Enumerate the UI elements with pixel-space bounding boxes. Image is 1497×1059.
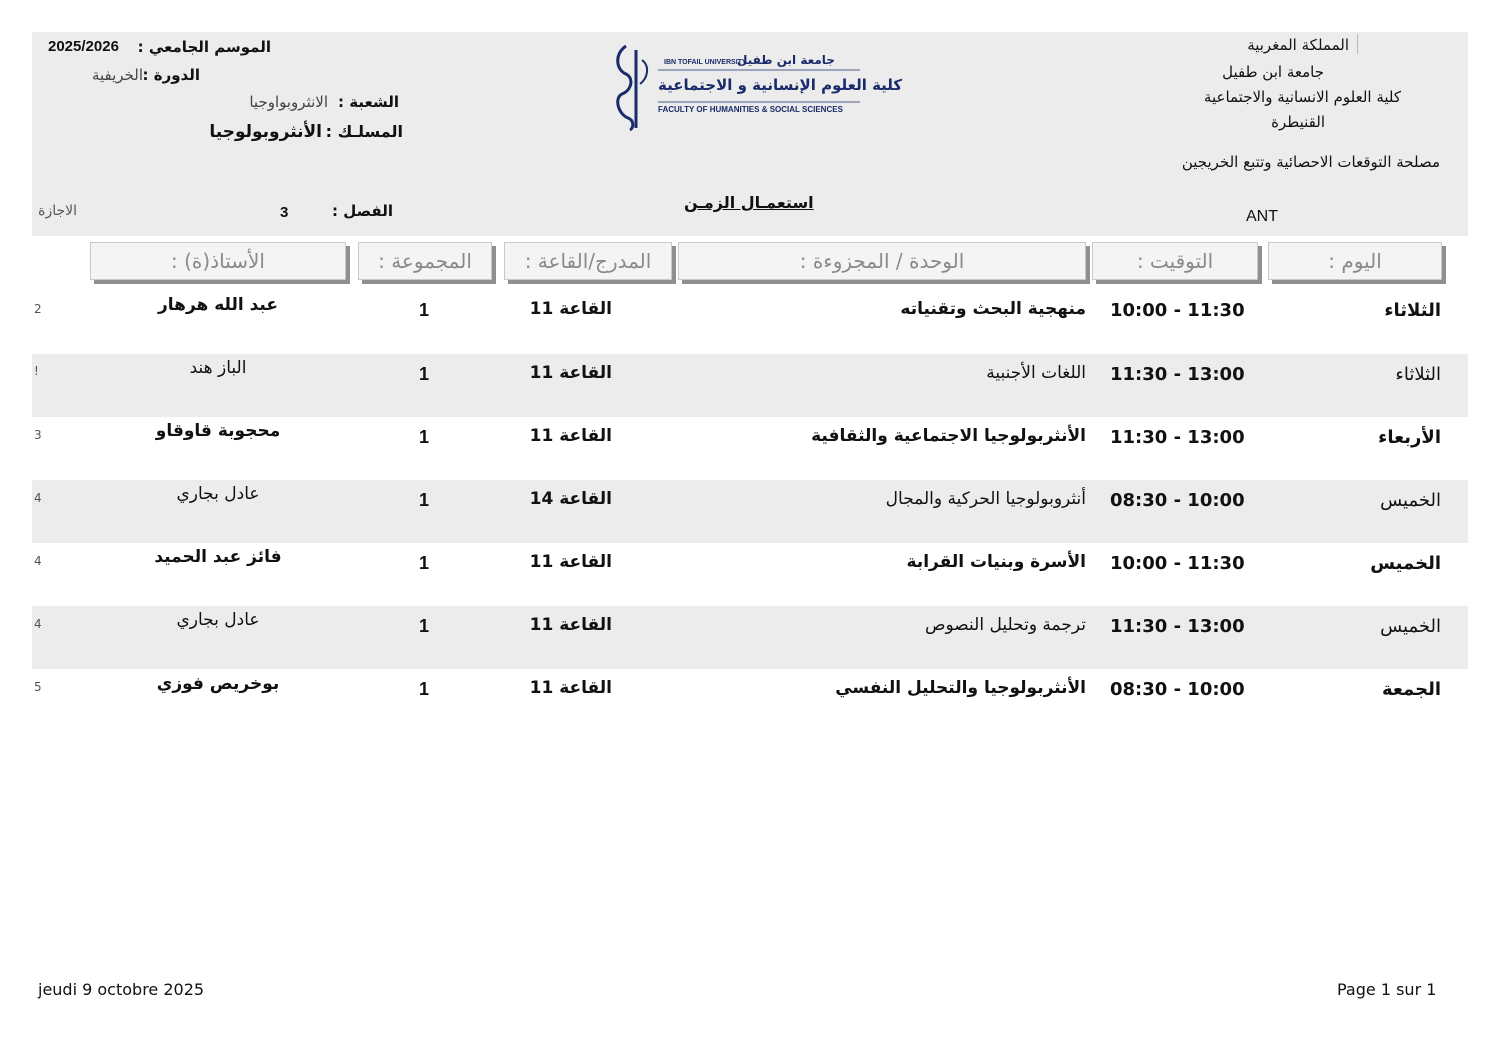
- season-label: الموسم الجامعي :: [137, 38, 271, 56]
- row-room: القاعة 11: [529, 299, 612, 319]
- logo-english-bottom: FACULTY OF HUMANITIES & SOCIAL SCIENCES: [658, 105, 843, 114]
- kingdom-label: المملكة المغربية: [1247, 36, 1349, 54]
- row-edge-mark: !: [34, 364, 39, 378]
- document-title: استعمـال الزمـن: [684, 193, 814, 212]
- branch-value: الانثروبواوجيا: [249, 93, 328, 111]
- row-professor: محجوبة قاوقاو: [155, 421, 281, 441]
- row-professor: عبد الله هرهار: [158, 295, 278, 315]
- track-label: المسلـك :: [325, 122, 403, 141]
- column-header-group: المجموعة :: [358, 242, 492, 280]
- row-professor: بوخريص فوزي: [156, 674, 280, 694]
- row-group: 1: [419, 553, 430, 573]
- row-edge-mark: 4: [34, 554, 42, 568]
- row-day: الأربعاء: [1378, 427, 1441, 448]
- row-professor: فائز عبد الحميد: [154, 547, 282, 567]
- column-header-time: التوقيت :: [1092, 242, 1258, 280]
- column-header-module: الوحدة / المجزوءة :: [678, 242, 1086, 280]
- track-value: الأنثروبولوجيا: [209, 122, 322, 142]
- row-edge-mark: 3: [34, 428, 42, 442]
- branch-label: الشعبة :: [338, 93, 399, 111]
- row-day: الخميس: [1380, 616, 1441, 637]
- row-professor: عادل بجاري: [176, 610, 260, 630]
- row-professor: عادل بجاري: [176, 484, 260, 504]
- row-edge-mark: 4: [34, 617, 42, 631]
- row-group: 1: [419, 300, 430, 320]
- row-module: الأنثربولوجيا الاجتماعية والثقافية: [811, 426, 1086, 446]
- season-value: 2025/2026: [48, 38, 119, 55]
- row-module: اللغات الأجنبية: [986, 363, 1086, 383]
- row-time: 11:30 - 13:00: [1110, 427, 1245, 448]
- row-room: القاعة 11: [529, 363, 612, 383]
- row-module: أنثروبولوجيا الحركية والمجال: [885, 489, 1086, 509]
- row-group: 1: [419, 364, 430, 384]
- footer-page-number: Page 1 sur 1: [1337, 980, 1437, 999]
- row-day: الثلاثاء: [1395, 364, 1441, 385]
- semester-value: 3: [280, 204, 289, 221]
- row-group: 1: [419, 679, 430, 699]
- session-label: الدورة :: [142, 66, 200, 84]
- university-label: جامعة ابن طفيل: [1222, 63, 1324, 81]
- row-professor: الباز هند: [189, 358, 247, 378]
- row-edge-mark: 4: [34, 491, 42, 505]
- program-code: ANT: [1246, 208, 1278, 225]
- logo-arabic-top: جامعة ابن طفيل: [737, 53, 835, 67]
- row-module: الأنثربولوجيا والتحليل النفسي: [835, 678, 1086, 698]
- row-day: الخميس: [1370, 553, 1441, 574]
- row-room: القاعة 14: [529, 489, 612, 509]
- row-day: الخميس: [1380, 490, 1441, 511]
- row-day: الجمعة: [1381, 679, 1441, 700]
- session-value: الخريفية: [91, 66, 143, 84]
- header-divider: [1357, 34, 1358, 54]
- column-header-professor: الأستاذ(ة) :: [90, 242, 346, 280]
- row-group: 1: [419, 616, 430, 636]
- row-room: القاعة 11: [529, 552, 612, 572]
- row-time: 08:30 - 10:00: [1110, 679, 1245, 700]
- row-room: القاعة 11: [529, 615, 612, 635]
- row-group: 1: [419, 427, 430, 447]
- column-header-day: اليوم :: [1268, 242, 1442, 280]
- row-time: 11:30 - 13:00: [1110, 364, 1245, 385]
- row-group: 1: [419, 490, 430, 510]
- faculty-label: كلية العلوم الانسانية والاجتماعية: [1203, 88, 1401, 106]
- row-room: القاعة 11: [529, 426, 612, 446]
- row-room: القاعة 11: [529, 678, 612, 698]
- row-edge-mark: 2: [34, 302, 42, 316]
- column-header-room: المدرج/القاعة :: [504, 242, 672, 280]
- row-time: 10:00 - 11:30: [1110, 553, 1245, 574]
- row-time: 11:30 - 13:00: [1110, 616, 1245, 637]
- service-label: مصلحة التوقعات الاحصائية وتتبع الخريجين: [1181, 153, 1440, 171]
- logo-arabic-main: كلية العلوم الإنسانية و الاجتماعية: [658, 76, 903, 94]
- row-module: الأسرة وبنيات القرابة: [906, 552, 1086, 572]
- row-time: 08:30 - 10:00: [1110, 490, 1245, 511]
- row-time: 10:00 - 11:30: [1110, 300, 1245, 321]
- degree-label: الاجازة: [38, 203, 77, 219]
- logo-english-top: IBN TOFAIL UNIVERSITY: [664, 59, 747, 66]
- row-edge-mark: 5: [34, 680, 42, 694]
- row-module: ترجمة وتحليل النصوص: [924, 615, 1086, 635]
- semester-label: الفصل :: [332, 202, 393, 220]
- footer-date: jeudi 9 octobre 2025: [38, 980, 205, 999]
- city-label: القنيطرة: [1271, 113, 1325, 131]
- row-day: الثلاثاء: [1384, 300, 1441, 321]
- row-module: منهجية البحث وتقنياته: [900, 299, 1086, 319]
